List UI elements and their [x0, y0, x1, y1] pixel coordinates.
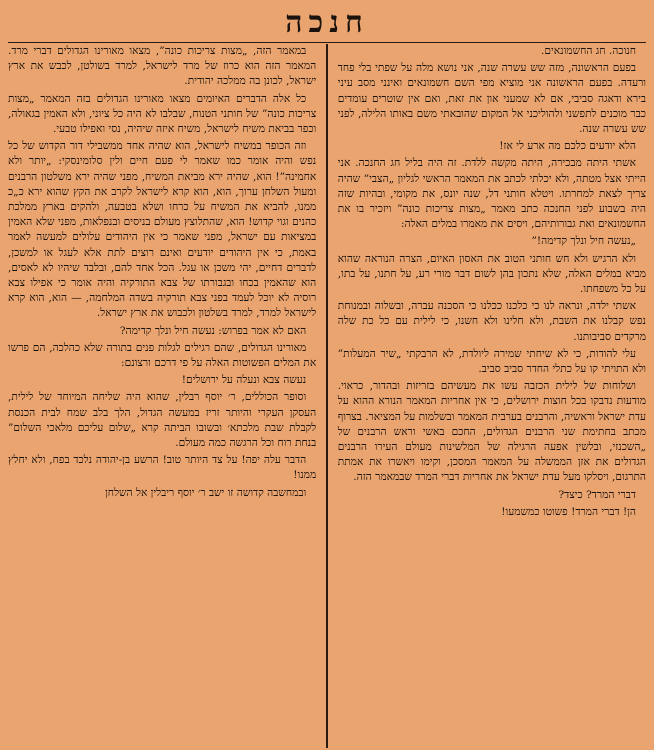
- paragraph: ובמחשבה קדושה זו ישב ר׳ יוסף ריבלין אל השלחן: [105, 486, 307, 499]
- paragraph: כל אלה הדברים האיומים מצאו מאורינו הגדולים בזה המאמר „מצות צריכות כונה” של חותני הטנוח, שבלבו לא היה כל ציוני, ולא האמין בגאולה, וכפר בביאת משיח לישראל, משיח איזה שיהיה, נסי ואפילו טבעי.: [8, 92, 317, 136]
- right-column: [328, 44, 646, 748]
- paragraph: האם לא אמר בפרוש: נעשה חיל ונלך קדימה?: [119, 324, 307, 337]
- paragraph: בפעם הראשונה, מזה שש עשרה שנה, אני נושא מלה על שפתי בלי פחד ורעדה. בפעם הראשונה אני מוציא מפי השם חשמונאים ואינני מסב עיני בירא ודאגה סביבי, אם לא שמעני און את זאת, ואם אין שוטרים עומדים כבר מוכנים לתפשני ולהוליכני אל המקום שהובאתי משם באותו הלילה, לפני שש עשרה שנה.: [337, 62, 646, 136]
- left-column: [8, 44, 326, 748]
- paragraph: „נעשה חיל ונלך קדימה!”: [531, 235, 636, 248]
- paragraph: עלי להודות, כי לא שיחתי שמירה ליולדת, לא הרבקתי „שיר המעלות” ולא התויתי קו על כתלי החדר סביב סביב.: [337, 347, 646, 376]
- paragraph: ושלוחות של לילית הכזבה עשו את מעשיהם בזריזות ובהדור, כראוי. מודעות נדבקו בכל חוצות ירושלים, כי אין אחריות המאמר הנורא ההוא על עדת ישראל וראשיה, והרבנים בערבית המאמר ובשלמות על המציאר. בצרוף מכתב בחתימת שני הרבנים הגדולים, החכם באשי וראש הרבנים של „השכנזי, ובלשין אפעה הרגילה של המלשינות מעולם העירו הרבנים הגדולים את אזן הממשלה על המאמר המסכן, וקימו ויאשרו את אמתת התרגום, ויסלקו מעל עדת ישראל את אחריות דברי המרד שבמאמר הזה.: [337, 380, 646, 484]
- paragraph: ולא הרגיש ולא חש חותני הטוב את האסון האיום, הצרה הנוראה שהוא מביא במלים האלה, שלא נתכון בהן לשום דבר מורי רע, על חתנו, על בתו, על כל משפחתו.: [337, 252, 646, 296]
- paragraph: במאמר הזה, „מצות צריכות כונה”, מצאו מאורינו הגדולים דברי מרד. המאמר הזה הוא כרוז של מרד לישראל, למרד בשולטן, לכבש את ארץ ישראל, לכונן בה ממלכה יהודית.: [8, 45, 317, 88]
- paragraph: דברי המרד? כיצד?: [558, 488, 636, 501]
- paragraph: הלא יודעים כלכם מה ארע לי אז!: [499, 140, 636, 153]
- paragraph: חנוכה. חג החשמונאים.: [541, 45, 636, 57]
- paragraph: נעשה צבא ונעלה על ירושלים!: [181, 374, 307, 387]
- paragraph: וזה הכופר במשיח לישראל, הוא שהיה אחד ממשבילי דור הקדוש של כל נפש והיה אומר כמו שאמר לי פעם חיים ולין סלומינסקי: „יותר ולא אחמינה”! הוא, שהיה ירא מביאת המשיח, מפני שהיה ירא משלטון הרבנים ומעול השלחן ערוך, הוא, הוא קרא לישראל לקרב את הקץ שהוא ירא כ„כ ממנו, להביא את המשיח על כרחו ושלא בטבעה, ולהקים בארץ ממלכת כהנים וגוי קדוש! הוא, שהתלוצץ מעולם בניסים ובנפלאות, מפני שלא האמין במציאות עם ישראל, מפני שאמר כי אין היהודים עלולים למעשה לאמר באמת, כי אין היהודים יודעים ואינם רוצים לתת אלא לעגל או למשכן, לדברים דחיים, יהי משכן או עגל. הכל אחד להם, ובלבד שיהיו לא לאסים, הוא שהאמין בכחו ובגבורתו של צבא התורקיה והיה אומר כי אפילו צבא רוסיה לא יוכל לעמד בפני צבא תורקיה בשדה המלחמה, — הוא, הוא קרא לישראל למרד, למרד בשלטון ולכבוש את ארץ ישראל.: [8, 140, 317, 320]
- article-columns: [8, 44, 646, 748]
- paragraph: וסופר הכוללים, ר׳ יוסף רבלין, שהוא היה שליחה המיוחד של לילית, העסקן העקרי והיותר זריז במעשה הגדול, הלך בלב שמח לבית הכנסת לקבלת שבת מלכתא׳ ובשובו הביתה קרא „שלום עליכם מלאכי השלום” בנחת רוח וכל הרגשה כמה מעולם.: [8, 391, 317, 450]
- paragraph: אשתי היתה מבכירה, היתה מקשה ללדת. זה היה בליל חג החנכה. אני הייתי אצל מטתה, ולא יכלתי לכתב את המאמר הראשי לגליון „הצבי” שהיה צריך לצאת למחרתו. ויטלא חותני דל, שנה יונס, את מקומי, ובהיות שזה היה בשבוע לפני החנכה כתב מאמר „מצות צריכות כונה” ויזכיר בו את החשמונאים ואת גבורותיהם, ויסים את מאמרו במלים האלה:: [337, 157, 646, 231]
- article-title: חנכה: [8, 4, 646, 43]
- paragraph: מאורינו הגדולים, שהם רגילים לגלות פנים בתורה שלא כהלכה, הם פרשו את המלים הפשוטות האלה על פי דרכם ורצונם:: [8, 341, 317, 370]
- paragraph: הדבר עלה יפה! על צד היותר טוב! הרשע בן-יהודה נלכד בפח, ולא יחלץ ממנו!: [8, 454, 317, 482]
- paragraph: אשתי ילדה, ונראה לנו כי כלכנו ככלנו כי הסכנה עברה, ובשלוה ובמנוחת נפש קבלנו את השבת, ולא חלינו ולא חשנו, כי לילית עם כל כת שלה מרקדים סביבותנו.: [337, 300, 646, 343]
- paragraph: הן! דברי המרד! פשוטו כמשמעו!: [501, 505, 636, 518]
